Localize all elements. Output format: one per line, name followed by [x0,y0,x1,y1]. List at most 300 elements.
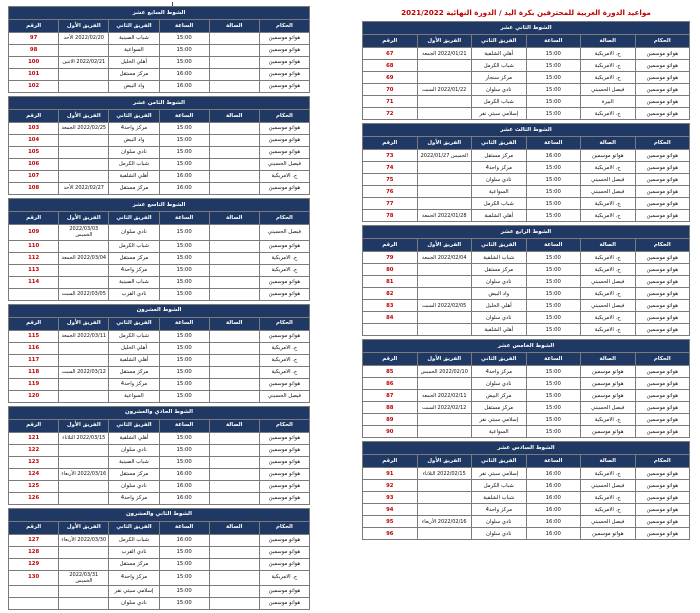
table-row [9,330,310,342]
round-header-row [363,226,690,239]
column-primary [352,0,700,543]
column-header: الساعة [526,353,581,366]
column-header-row [9,521,310,534]
referee-cell: هواتو موسمين [259,432,309,444]
time-cell: 16:00 [159,69,209,81]
match-number-cell: 124 [9,468,59,480]
venue-cell: هواتو موسمين [581,390,636,402]
team-b-cell: نادي سلوان [109,147,159,159]
match-number-cell: 72 [363,108,418,120]
referee-cell: هواتو موسمين [635,198,690,210]
table-row [9,240,310,252]
match-number-cell: 73 [363,150,418,162]
time-cell: 16:00 [159,183,209,195]
match-date-cell [59,546,109,558]
team-b-cell: مركز واحد4 [109,123,159,135]
referee-cell: هواتو موسمين [635,60,690,72]
table-row [363,402,690,414]
match-date-cell [59,378,109,390]
match-date-cell [417,162,472,174]
team-b-cell: شباب الكرمل [109,159,159,171]
time-cell: 16:00 [159,81,209,93]
match-number-cell: 71 [363,96,418,108]
team-b-cell: مركز مستقل [109,558,159,570]
column-header-row [9,110,310,123]
round-title: الشوط الثاني والعشرون [9,508,310,521]
table-row [9,456,310,468]
table-row [9,225,310,241]
referee-cell: هواتو موسمين [635,162,690,174]
match-number-cell: 82 [363,288,418,300]
match-date-cell [417,60,472,72]
match-date-cell [417,324,472,336]
column-header: الفريق الأول [417,137,472,150]
venue-cell [209,252,259,264]
referee-cell: فيصل الحسيني [259,225,309,241]
table-row [363,252,690,264]
time-cell: 15:00 [526,312,581,324]
venue-cell: فيصل الحسيني [581,300,636,312]
column-header-row [9,212,310,225]
schedule-table [8,406,310,505]
column-header-row [9,317,310,330]
match-number-cell: 68 [363,60,418,72]
referee-cell: هواتو موسمين [635,504,690,516]
time-cell: 15:00 [159,57,209,69]
referee-cell: ج. الامريكية [259,342,309,354]
team-b-cell: مركز واحد4 [109,492,159,504]
referee-cell: هواتو موسمين [259,147,309,159]
round-header-row [363,124,690,137]
column-header: الصالة [581,239,636,252]
match-number-cell: 92 [363,480,418,492]
venue-cell [209,57,259,69]
team-b-cell: إسلامي سيتي نفر [472,468,527,480]
time-cell: 15:00 [159,444,209,456]
time-cell: 15:00 [159,570,209,586]
team-b-cell: شباب الشلفية [472,252,527,264]
round-title: الشوط الحادي والعشرون [9,406,310,419]
column-header: الفريق الثاني [472,455,527,468]
column-header: الصالة [209,20,259,33]
match-date-cell [417,72,472,84]
venue-cell: ج. الامريكية [581,324,636,336]
venue-cell: البيرة [581,96,636,108]
referee-cell: هواتو موسمين [635,468,690,480]
time-cell: 15:00 [526,108,581,120]
team-b-cell: أهلي الشلفية [109,354,159,366]
time-cell: 15:00 [526,426,581,438]
table-row [363,468,690,480]
time-cell: 15:00 [526,288,581,300]
time-cell: 15:00 [526,198,581,210]
table-row [363,504,690,516]
referee-cell: هواتو موسمين [259,456,309,468]
team-b-cell: شباب الكرمل [472,60,527,72]
match-number-cell: 77 [363,198,418,210]
venue-cell [209,33,259,45]
venue-cell [209,123,259,135]
time-cell: 16:00 [159,480,209,492]
column-header: الرقم [9,110,59,123]
time-cell: 15:00 [526,378,581,390]
match-number-cell: 93 [363,492,418,504]
time-cell: 15:00 [526,96,581,108]
team-b-cell: شباب الصينية [109,276,159,288]
table-row [9,288,310,300]
venue-cell: ج. الامريكية [581,264,636,276]
column-header: الساعة [526,35,581,48]
venue-cell [209,81,259,93]
match-number-cell: 83 [363,300,418,312]
table-row [9,135,310,147]
match-number-cell: 116 [9,342,59,354]
team-b-cell: مركز مستقل [109,69,159,81]
table-row [363,492,690,504]
team-b-cell: نادي سلوان [472,174,527,186]
team-b-cell: مركز مستقل [472,150,527,162]
match-date-cell [417,492,472,504]
match-date-cell [417,312,472,324]
match-date-cell: 2022/03/16 الأربعاء [59,468,109,480]
time-cell: 15:00 [526,186,581,198]
column-header: الساعة [159,20,209,33]
time-cell: 16:00 [159,171,209,183]
referee-cell: هواتو موسمين [259,330,309,342]
time-cell: 15:00 [159,558,209,570]
column-header: الفريق الثاني [109,20,159,33]
referee-cell: هواتو موسمين [635,276,690,288]
referee-cell: هواتو موسمين [259,183,309,195]
venue-cell: ج. الامريكية [581,252,636,264]
match-number-cell: 76 [363,186,418,198]
table-row [9,366,310,378]
venue-cell: فيصل الحسيني [581,516,636,528]
match-number-cell: 85 [363,366,418,378]
column-header: الصالة [209,419,259,432]
time-cell: 15:00 [526,174,581,186]
table-row [363,378,690,390]
referee-cell: هواتو موسمين [635,174,690,186]
document-title-block [352,0,700,21]
referee-cell: هواتو موسمين [635,84,690,96]
column-header-row [363,455,690,468]
match-number-cell: 67 [363,48,418,60]
venue-cell [209,240,259,252]
column-header: الساعة [159,521,209,534]
round-title: الشوط الرابع عشر [363,226,690,239]
column-header: الفريق الثاني [109,419,159,432]
match-number-cell: 96 [363,528,418,540]
referee-cell: هواتو موسمين [635,324,690,336]
referee-cell: هواتو موسمين [259,444,309,456]
team-b-cell: شباب الصينية [109,456,159,468]
time-cell: 15:00 [159,432,209,444]
time-cell: 15:00 [159,366,209,378]
referee-cell: هواتو موسمين [259,33,309,45]
column-header: الساعة [159,419,209,432]
round-title: الشوط التاسع عشر [9,199,310,212]
match-date-cell: 2022/02/25 الجمعة [59,123,109,135]
table-row [9,492,310,504]
table-row [9,354,310,366]
venue-cell: ج. الامريكية [581,492,636,504]
team-b-cell: أهلي الشلفية [109,432,159,444]
column-secondary [0,0,318,613]
referee-cell: هواتو موسمين [635,108,690,120]
table-row [363,288,690,300]
time-cell: 15:00 [159,598,209,610]
match-number-cell: 118 [9,366,59,378]
team-b-cell: مركز مستقل [472,402,527,414]
table-row [363,162,690,174]
referee-cell: هواتو موسمين [635,150,690,162]
schedule-table [8,508,310,611]
match-number-cell: 117 [9,354,59,366]
column-header: الفريق الثاني [472,137,527,150]
team-b-cell: نادي القرب [109,546,159,558]
match-date-cell [59,276,109,288]
table-row [363,366,690,378]
column-header: الرقم [9,419,59,432]
match-number-cell: 122 [9,444,59,456]
table-row [9,444,310,456]
team-b-cell: نادي سلوان [109,598,159,610]
venue-cell [209,69,259,81]
match-date-cell [417,414,472,426]
team-b-cell: السواعية [472,426,527,438]
venue-cell [209,546,259,558]
match-date-cell: 2022/03/31 الخميس [59,570,109,586]
referee-cell: ج. الامريكية [259,171,309,183]
match-number-cell: 86 [363,378,418,390]
match-number-cell: 108 [9,183,59,195]
match-number-cell: 123 [9,456,59,468]
team-b-cell: مركز واحد4 [109,570,159,586]
team-b-cell: واد البيض [109,135,159,147]
match-number-cell: 121 [9,432,59,444]
team-b-cell: مركز مستقل [109,252,159,264]
team-b-cell: أهلي الشلفية [109,171,159,183]
match-date-cell [59,69,109,81]
time-cell: 15:00 [159,276,209,288]
table-row [363,312,690,324]
match-date-cell: 2022/02/05 السبت [417,300,472,312]
match-date-cell: 2022/03/15 الثلاثاء [59,432,109,444]
venue-cell [209,354,259,366]
venue-cell [209,135,259,147]
table-row [9,69,310,81]
match-date-cell: 2022/03/05 السبت [59,288,109,300]
column-header: الساعة [159,110,209,123]
match-number-cell: 129 [9,558,59,570]
match-number-cell: 97 [9,33,59,45]
column-header-row [9,419,310,432]
match-date-cell [417,528,472,540]
team-b-cell: أهلي الشلفية [472,324,527,336]
team-b-cell: نادي سلوان [472,528,527,540]
venue-cell: فيصل الحسيني [581,84,636,96]
table-row [363,480,690,492]
team-b-cell: إسلامي سيتي نفر [472,108,527,120]
column-header: الحكام [259,20,309,33]
time-cell: 15:00 [159,586,209,598]
venue-cell: ج. الامريكية [581,468,636,480]
match-date-cell [59,444,109,456]
referee-cell: هواتو موسمين [635,492,690,504]
referee-cell: ج. الامريكية [259,252,309,264]
match-date-cell: الخميس 2022/01/27 [417,150,472,162]
time-cell: 16:00 [526,150,581,162]
match-number-cell: 75 [363,174,418,186]
match-date-cell [59,598,109,610]
column-header: الفريق الأول [417,455,472,468]
team-b-cell: السواعية [472,186,527,198]
venue-cell [209,225,259,241]
referee-cell: هواتو موسمين [259,480,309,492]
table-row [9,276,310,288]
table-row [363,426,690,438]
match-date-cell [417,108,472,120]
match-date-cell [59,264,109,276]
referee-cell: هواتو موسمين [635,528,690,540]
match-date-cell [59,342,109,354]
venue-cell: فيصل الحسيني [581,186,636,198]
venue-cell [209,288,259,300]
match-date-cell [59,159,109,171]
table-row [9,342,310,354]
referee-cell: هواتو موسمين [635,402,690,414]
time-cell: 15:00 [526,48,581,60]
time-cell: 16:00 [526,492,581,504]
referee-cell: هواتو موسمين [635,186,690,198]
match-date-cell: 2022/03/11 الجمعة [59,330,109,342]
match-date-cell: 2022/01/28 الجمعة [417,210,472,222]
match-number-cell: 78 [363,210,418,222]
team-b-cell: نادي سلوان [472,84,527,96]
team-b-cell: واد البيض [109,81,159,93]
column-header: الصالة [581,137,636,150]
venue-cell: ج. الامريكية [581,48,636,60]
time-cell: 16:00 [526,480,581,492]
match-date-cell [59,480,109,492]
match-date-cell: 2022/03/03 الخميس [59,225,109,241]
referee-cell: هواتو موسمين [259,586,309,598]
column-header: الصالة [581,353,636,366]
venue-cell [209,558,259,570]
time-cell: 15:00 [159,135,209,147]
venue-cell: ج. الامريكية [581,162,636,174]
match-date-cell: 2022/02/04 الجمعة [417,252,472,264]
time-cell: 15:00 [526,60,581,72]
match-number-cell: 90 [363,426,418,438]
column-header: الحكام [635,455,690,468]
referee-cell: هواتو موسمين [259,57,309,69]
match-number-cell [9,288,59,300]
match-number-cell: 115 [9,330,59,342]
table-row [363,516,690,528]
match-number-cell: 69 [363,72,418,84]
team-b-cell: مركز مستقل [109,183,159,195]
match-number-cell: 114 [9,276,59,288]
venue-cell: ج. الامريكية [581,504,636,516]
table-row [363,108,690,120]
column-header: الفريق الأول [417,353,472,366]
match-date-cell [59,492,109,504]
referee-cell: فيصل الحسيني [259,159,309,171]
match-number-cell: 74 [363,162,418,174]
column-header: الرقم [363,455,418,468]
column-header: الفريق الثاني [109,212,159,225]
referee-cell: هواتو موسمين [259,492,309,504]
table-row [9,159,310,171]
match-number-cell: 128 [9,546,59,558]
time-cell: 15:00 [526,414,581,426]
time-cell: 15:00 [159,390,209,402]
column-header: الرقم [363,35,418,48]
page-gutter [322,0,344,459]
schedule-tables-secondary [0,0,318,613]
table-row [363,414,690,426]
venue-cell [209,264,259,276]
match-date-cell: 2022/03/04 الجمعة [59,252,109,264]
table-row [363,210,690,222]
referee-cell: هواتو موسمين [635,378,690,390]
column-header: الفريق الأول [59,317,109,330]
referee-cell: ج. الامريكية [259,570,309,586]
schedule-table [8,96,310,195]
match-number-cell: 79 [363,252,418,264]
column-header: الفريق الثاني [472,239,527,252]
schedule-table [362,123,690,222]
venue-cell: ج. الامريكية [581,210,636,222]
match-date-cell: 2022/02/15 الثلاثاء [417,468,472,480]
column-header: الساعة [159,212,209,225]
time-cell: 15:00 [526,84,581,96]
schedule-tables-primary [352,21,700,543]
table-row [363,72,690,84]
time-cell: 15:00 [159,342,209,354]
match-number-cell: 106 [9,159,59,171]
time-cell: 15:00 [159,147,209,159]
column-header: الصالة [581,455,636,468]
round-title: الشوط السادس عشر [363,442,690,455]
match-number-cell: 109 [9,225,59,241]
venue-cell [209,147,259,159]
match-date-cell [417,198,472,210]
match-number-cell: 94 [363,504,418,516]
venue-cell: فيصل الحسيني [581,174,636,186]
referee-cell: هواتو موسمين [635,414,690,426]
venue-cell [209,183,259,195]
team-b-cell: مركز مستقل [109,366,159,378]
team-b-cell: شباب الصينية [109,33,159,45]
table-row [9,390,310,402]
venue-cell [209,342,259,354]
referee-cell: هواتو موسمين [635,252,690,264]
round-title: الشوط العشرون [9,304,310,317]
schedule-table [362,225,690,336]
schedule-table [8,304,310,403]
match-date-cell [417,174,472,186]
match-date-cell: 2022/02/12 السبت [417,402,472,414]
column-header: الحكام [635,35,690,48]
table-row [363,198,690,210]
round-title: الشوط السابع عشر [9,7,310,20]
table-row [363,60,690,72]
venue-cell: هواتو موسمين [581,528,636,540]
time-cell: 15:00 [526,390,581,402]
